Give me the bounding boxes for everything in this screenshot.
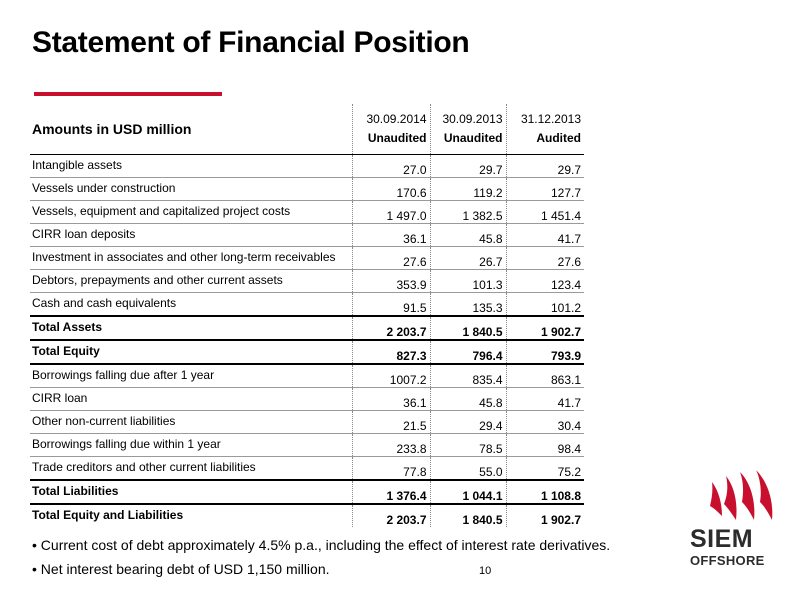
row-value: 135.3 (430, 293, 506, 317)
row-value: 127.7 (506, 178, 584, 201)
logo-wordmark-sub: OFFSHORE (690, 553, 765, 568)
row-value: 101.3 (430, 270, 506, 293)
row-value: 353.9 (352, 270, 430, 293)
row-label: Borrowings falling due after 1 year (32, 368, 215, 382)
row-value: 2 203.7 (352, 316, 430, 340)
row-value: 1 902.7 (506, 316, 584, 340)
total-row (30, 340, 584, 364)
row-value: 1 497.0 (352, 201, 430, 224)
row-label: Borrowings falling due within 1 year (32, 437, 221, 451)
row-value: 78.5 (430, 434, 506, 457)
bullet-text: Current cost of debt approximately 4.5% p.a., including the effect of interest rate derivatives. (40, 537, 611, 553)
table-row (30, 364, 584, 388)
column-status: Unaudited (443, 131, 503, 145)
row-value: 36.1 (352, 388, 430, 411)
table-row (30, 155, 584, 178)
row-label: CIRR loan deposits (32, 227, 136, 241)
row-label: Vessels under construction (32, 181, 176, 195)
row-value: 41.7 (506, 388, 584, 411)
row-value: 77.8 (352, 457, 430, 481)
row-value: 1 451.4 (506, 201, 584, 224)
row-label: Total Liabilities (32, 484, 119, 498)
title-underline (34, 92, 222, 96)
financial-position-table (30, 104, 584, 527)
table-row (30, 201, 584, 224)
table-row (30, 434, 584, 457)
row-label: Total Equity (32, 344, 100, 358)
total-row (30, 316, 584, 340)
row-value: 233.8 (352, 434, 430, 457)
row-value: 45.8 (430, 224, 506, 247)
row-value: 29.7 (506, 155, 584, 178)
amounts-header: Amounts in USD million (32, 121, 192, 137)
row-value: 1 044.1 (430, 480, 506, 504)
page-title: Statement of Financial Position (32, 26, 470, 59)
table-row (30, 247, 584, 270)
row-value: 1 376.4 (352, 480, 430, 504)
column-header (430, 104, 506, 155)
row-value: 2 203.7 (352, 504, 430, 527)
row-value: 123.4 (506, 270, 584, 293)
logo-wordmark: SIEM (690, 525, 754, 553)
table-row (30, 293, 584, 317)
row-value: 119.2 (430, 178, 506, 201)
row-value: 827.3 (352, 340, 430, 364)
column-status: Unaudited (367, 131, 427, 145)
row-label: Trade creditors and other current liabilities (32, 460, 256, 474)
column-header (352, 104, 430, 155)
row-value: 1007.2 (352, 364, 430, 388)
row-label: Investment in associates and other long-term receivables (32, 250, 336, 264)
table-row (30, 270, 584, 293)
row-value: 1 902.7 (506, 504, 584, 527)
table-row (30, 178, 584, 201)
row-value: 170.6 (352, 178, 430, 201)
row-value: 21.5 (352, 411, 430, 434)
table-row (30, 457, 584, 481)
row-value: 796.4 (430, 340, 506, 364)
table-row (30, 411, 584, 434)
row-label: Total Assets (32, 320, 103, 334)
column-date: 30.09.2014 (366, 112, 427, 126)
table-row (30, 224, 584, 247)
row-label: Debtors, prepayments and other current assets (32, 273, 283, 287)
row-value: 1 382.5 (430, 201, 506, 224)
row-label: Cash and cash equivalents (32, 296, 177, 310)
column-date: 30.09.2013 (442, 112, 503, 126)
total-row (30, 504, 584, 527)
row-value: 863.1 (506, 364, 584, 388)
row-value: 91.5 (352, 293, 430, 317)
bullet-list (32, 536, 610, 584)
row-label: Other non-current liabilities (32, 414, 176, 428)
row-value: 36.1 (352, 224, 430, 247)
row-value: 1 840.5 (430, 316, 506, 340)
bullet-item: • Net interest bearing debt of USD 1,150 million. (32, 561, 330, 577)
row-value: 98.4 (506, 434, 584, 457)
row-value: 1 840.5 (430, 504, 506, 527)
column-status: Audited (536, 131, 581, 145)
row-value: 30.4 (506, 411, 584, 434)
row-value: 29.7 (430, 155, 506, 178)
row-value: 27.0 (352, 155, 430, 178)
row-label: Vessels, equipment and capitalized project costs (32, 204, 291, 218)
table-row (30, 388, 584, 411)
row-value: 793.9 (506, 340, 584, 364)
column-date: 31.12.2013 (520, 112, 581, 126)
row-value: 41.7 (506, 224, 584, 247)
page-number: 10 (479, 565, 492, 577)
row-value: 101.2 (506, 293, 584, 317)
row-value: 55.0 (430, 457, 506, 481)
row-value: 29.4 (430, 411, 506, 434)
row-value: 27.6 (506, 247, 584, 270)
row-value: 1 108.8 (506, 480, 584, 504)
row-value: 835.4 (430, 364, 506, 388)
row-value: 27.6 (352, 247, 430, 270)
row-value: 26.7 (430, 247, 506, 270)
row-label: Total Equity and Liabilities (32, 508, 184, 522)
table-header-row (30, 104, 584, 155)
total-row (30, 480, 584, 504)
bullet-item: • Current cost of debt approximately 4.5% p.a., including the effect of interest rate derivatives. (32, 537, 611, 553)
column-header (506, 104, 584, 155)
row-value: 75.2 (506, 457, 584, 481)
row-label: CIRR loan (32, 391, 88, 405)
row-label: Intangible assets (32, 158, 123, 172)
bullet-text: Net interest bearing debt of USD 1,150 million. (40, 561, 330, 577)
row-value: 45.8 (430, 388, 506, 411)
